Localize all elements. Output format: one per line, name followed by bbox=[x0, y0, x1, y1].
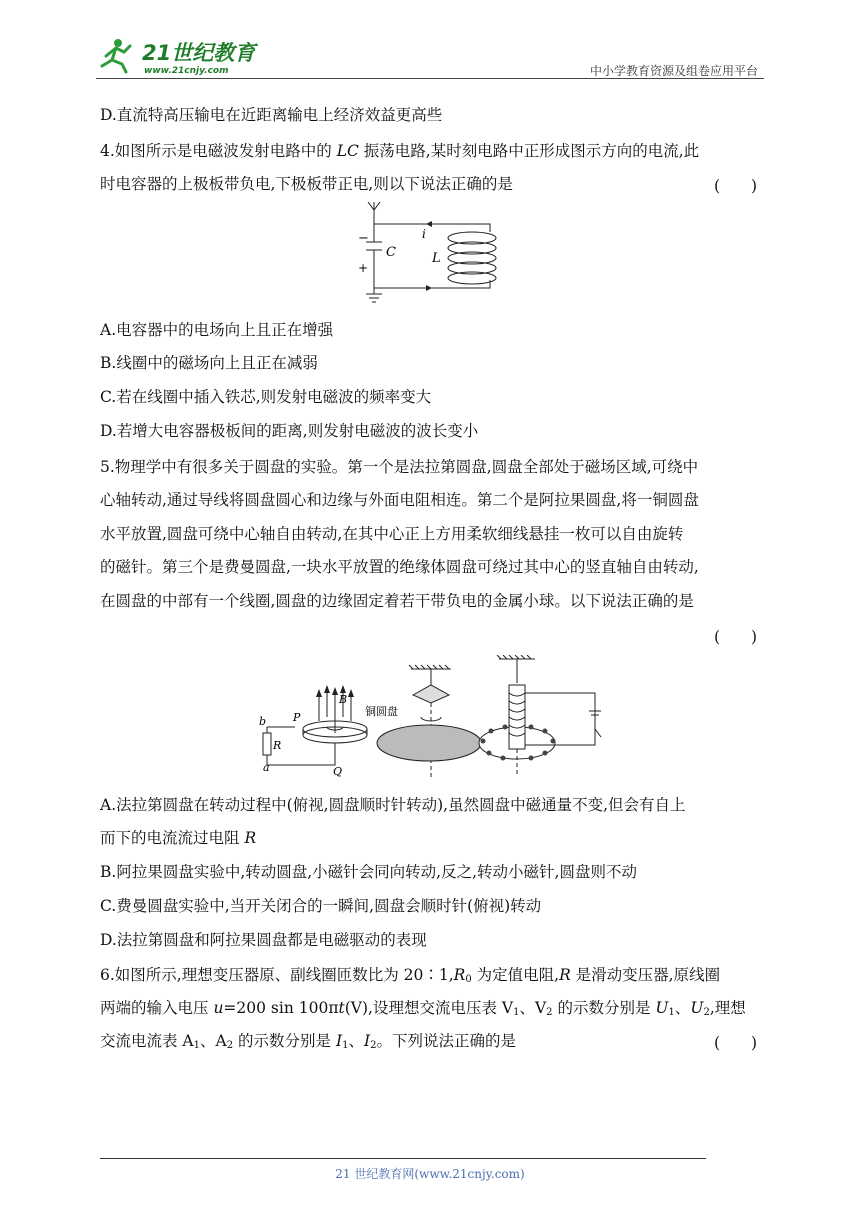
faraday-b-label: b bbox=[259, 715, 267, 728]
q5-option-a-line1: A.法拉第圆盘在转动过程中(俯视,圆盘顺时针转动),虽然圆盘中磁通量不变,但会有自上 bbox=[100, 796, 686, 814]
inductor-label: L bbox=[432, 251, 441, 266]
current-label: i bbox=[422, 227, 426, 241]
footer-divider bbox=[100, 1158, 706, 1159]
faraday-r-label: R bbox=[273, 739, 282, 752]
faraday-a-label: a bbox=[263, 761, 270, 774]
q5-stem-line5: 在圆盘的中部有一个线圈,圆盘的边缘固定着若干带负电的金属小球。以下说法正确的是 bbox=[100, 592, 694, 610]
capacitor-minus: − bbox=[358, 231, 369, 246]
header-divider bbox=[96, 78, 764, 79]
disk-experiments-figure bbox=[255, 655, 615, 780]
q4-answer-bracket: ( ) bbox=[714, 177, 758, 195]
faraday-q-label: Q bbox=[333, 765, 343, 778]
q4-option-b: B.线圈中的磁场向上且正在减弱 bbox=[100, 354, 318, 372]
option-d-prev: D.直流特高压输电在近距离输电上经济效益更高些 bbox=[100, 106, 443, 124]
capacitor-plus: + bbox=[358, 261, 369, 275]
q5-answer-bracket: ( ) bbox=[714, 628, 758, 646]
logo-url: www.21cnjy.com bbox=[144, 66, 229, 76]
runner-icon bbox=[102, 39, 130, 72]
q6-stem-line1: 6.如图所示,理想变压器原、副线圈匝数比为 $20∶1,R_0$ 为定值电阻,R 是滑动变压器,原线圈 bbox=[100, 966, 721, 985]
q5-stem-line2: 心轴转动,通过导线将圆盘圆心和边缘与外面电阻相连。第二个是阿拉果圆盘,将一铜圆盘 bbox=[100, 491, 699, 509]
site-logo bbox=[96, 36, 266, 76]
q5-stem-line4: 的磁针。第三个是费曼圆盘,一块水平放置的绝缘体圆盘可绕过其中心的竖直轴自由转动, bbox=[100, 558, 699, 576]
q5-stem-line3: 水平放置,圆盘可绕中心轴自由转动,在其中心正上方用柔软细线悬挂一枚可以自由旋转 bbox=[100, 525, 684, 543]
q4-option-c: C.若在线圈中插入铁芯,则发射电磁波的频率变大 bbox=[100, 388, 432, 406]
copper-disk-label: 铜圆盘 bbox=[365, 705, 398, 718]
capacitor-label: C bbox=[386, 245, 396, 260]
header-right-text: 中小学教育资源及组卷应用平台 bbox=[589, 64, 758, 78]
faraday-field-label: B bbox=[339, 693, 348, 706]
q5-option-b: B.阿拉果圆盘实验中,转动圆盘,小磁针会同向转动,反之,转动小磁针,圆盘则不动 bbox=[100, 863, 637, 881]
q6-answer-bracket: ( ) bbox=[714, 1034, 758, 1052]
q5-stem-line1: 5.物理学中有很多关于圆盘的实验。第一个是法拉第圆盘,圆盘全部处于磁场区域,可绕中 bbox=[100, 458, 699, 476]
q5-option-c: C.费曼圆盘实验中,当开关闭合的一瞬间,圆盘会顺时针(俯视)转动 bbox=[100, 897, 542, 915]
q4-stem-line2: 时电容器的上极板带负电,下极板带正电,则以下说法正确的是 bbox=[100, 175, 513, 193]
faraday-p-label: P bbox=[293, 711, 301, 724]
q6-stem-line3: 交流电流表 $A_1$、$A_2$ 的示数分别是 $I_1$、$I_2$。下列说法正确的是 bbox=[100, 1032, 516, 1051]
lc-circuit-figure bbox=[340, 198, 510, 312]
page-footer[interactable]: 21 世纪教育网(www.21cnjy.com) bbox=[335, 1167, 525, 1181]
q4-option-a: A.电容器中的电场向上且正在增强 bbox=[100, 321, 334, 339]
q4-option-d: D.若增大电容器极板间的距离,则发射电磁波的波长变小 bbox=[100, 422, 479, 440]
q5-option-d: D.法拉第圆盘和阿拉果圆盘都是电磁驱动的表现 bbox=[100, 931, 427, 949]
q5-option-a-line2: 而下的电流流过电阻 R bbox=[100, 829, 257, 847]
logo-text: 21世纪教育 bbox=[142, 41, 256, 65]
q4-stem-line1: 4.如图所示是电磁波发射电路中的 LC 振荡电路,某时刻电路中正形成图示方向的电流,此 bbox=[100, 142, 700, 160]
page-header bbox=[96, 28, 764, 80]
q6-stem-line2: 两端的输入电压 u=200 sin 100πt(V),设理想交流电压表 $V_1$、$V_2$ 的示数分别是 $U_1$、$U_2$,理想 bbox=[100, 999, 746, 1018]
